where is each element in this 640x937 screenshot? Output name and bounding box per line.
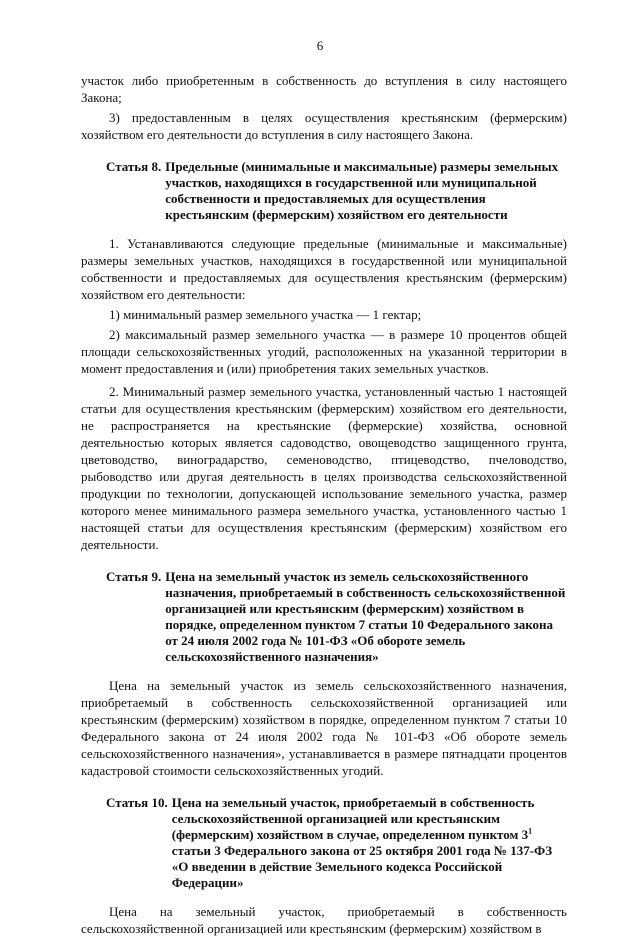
document-body	[81, 72, 567, 937]
article-number: Статья 9.	[106, 569, 162, 584]
page-number: 6	[316, 38, 324, 53]
article-title-part: статьи 3 Федерального закона от 25 октября 2001 года № 137-ФЗ «О введении в действие Земельного кодекса Российской Федерации»	[171, 843, 553, 890]
article-title: Предельные (минимальные и максимальные) размеры земельных участков, находящихся в государственной или муниципальной собственности и предоставляемых для осуществления крестьянским (фермерским) хозяйством его деятельности	[165, 159, 559, 222]
article-title: Цена на земельный участок из земель сельскохозяйственного назначения, приобретаемый в собственность сельскохозяйственной организацией или крестьянским (фермерским) хозяйством в порядке, определенном пунктом 7 статьи 10 Федерального закона от 24 июля 2002 года № 101-ФЗ «Об обороте земель сельскохозяйственного назначения»	[165, 569, 566, 664]
superscript: 1	[528, 826, 533, 836]
paragraph: Цена на земельный участок из земель сельскохозяйственного назначения, приобретаемый в собственность сельскохозяйственной организацией или крестьянским (фермерским) хозяйством в порядке, определенном пунктом 7 статьи 10 Федерального закона от 24 июля 2002 года № 101-ФЗ «Об обороте земель сельскохозяйственного назначения», устанавливается в размере пятнадцати процентов кадастровой стоимости сельскохозяйственных угодий.	[81, 678, 567, 778]
list-item: 2) максимальный размер земельного участка — в размере 10 процентов общей площади сельскохозяйственных угодий, расположенных на указанной территории в момент предоставления и (или) приобретения таких земельных участков.	[81, 327, 567, 376]
article-10-heading	[106, 795, 567, 891]
article-9-heading	[106, 569, 567, 665]
article-title-part: Цена на земельный участок, приобретаемый в собственность сельскохозяйственной организацией или крестьянским (фермерским) хозяйством в случае, определенном пунктом 3	[171, 795, 535, 842]
article-8-heading	[106, 159, 567, 223]
article-number: Статья 10.	[106, 795, 168, 810]
article-title	[172, 795, 567, 891]
paragraph: Цена на земельный участок, приобретаемый в собственность сельскохозяйственной организацией или крестьянским (фермерским) хозяйством в	[81, 904, 567, 936]
article-number: Статья 8.	[106, 159, 162, 174]
paragraph: участок либо приобретенным в собственность до вступления в силу настоящего Закона;	[81, 73, 567, 105]
list-item: 3) предоставленным в целях осуществления крестьянским (фермерским) хозяйством его деятельности до вступления в силу настоящего Закона.	[81, 110, 567, 142]
paragraph: 1. Устанавливаются следующие предельные (минимальные и максимальные) размеры земельных участков, находящихся в государственной или муниципальной собственности и предоставляемых для осуществления крестьянским (фермерским) хозяйством его деятельности:	[81, 236, 567, 302]
paragraph: 2. Минимальный размер земельного участка, установленный частью 1 настоящей статьи для осуществления крестьянским (фермерским) хозяйством его деятельности, не распространяется на крестьянские (фермерские) хозяйства, основной деятельностью которых является садоводство, овощеводство защищенного грунта, цветоводство, виноградарство, семеноводство, птицеводство, пчеловодство, рыбоводство или другая деятельность в целях производства сельскохозяйственной продукции по технологии, допускающей использование земельного участка, размер которого менее минимального размера земельного участка, установленного частью 1 настоящей статьи для осуществления крестьянским (фермерским) хозяйством его деятельности.	[81, 384, 567, 552]
list-item: 1) минимальный размер земельного участка — 1 гектар;	[109, 307, 422, 322]
